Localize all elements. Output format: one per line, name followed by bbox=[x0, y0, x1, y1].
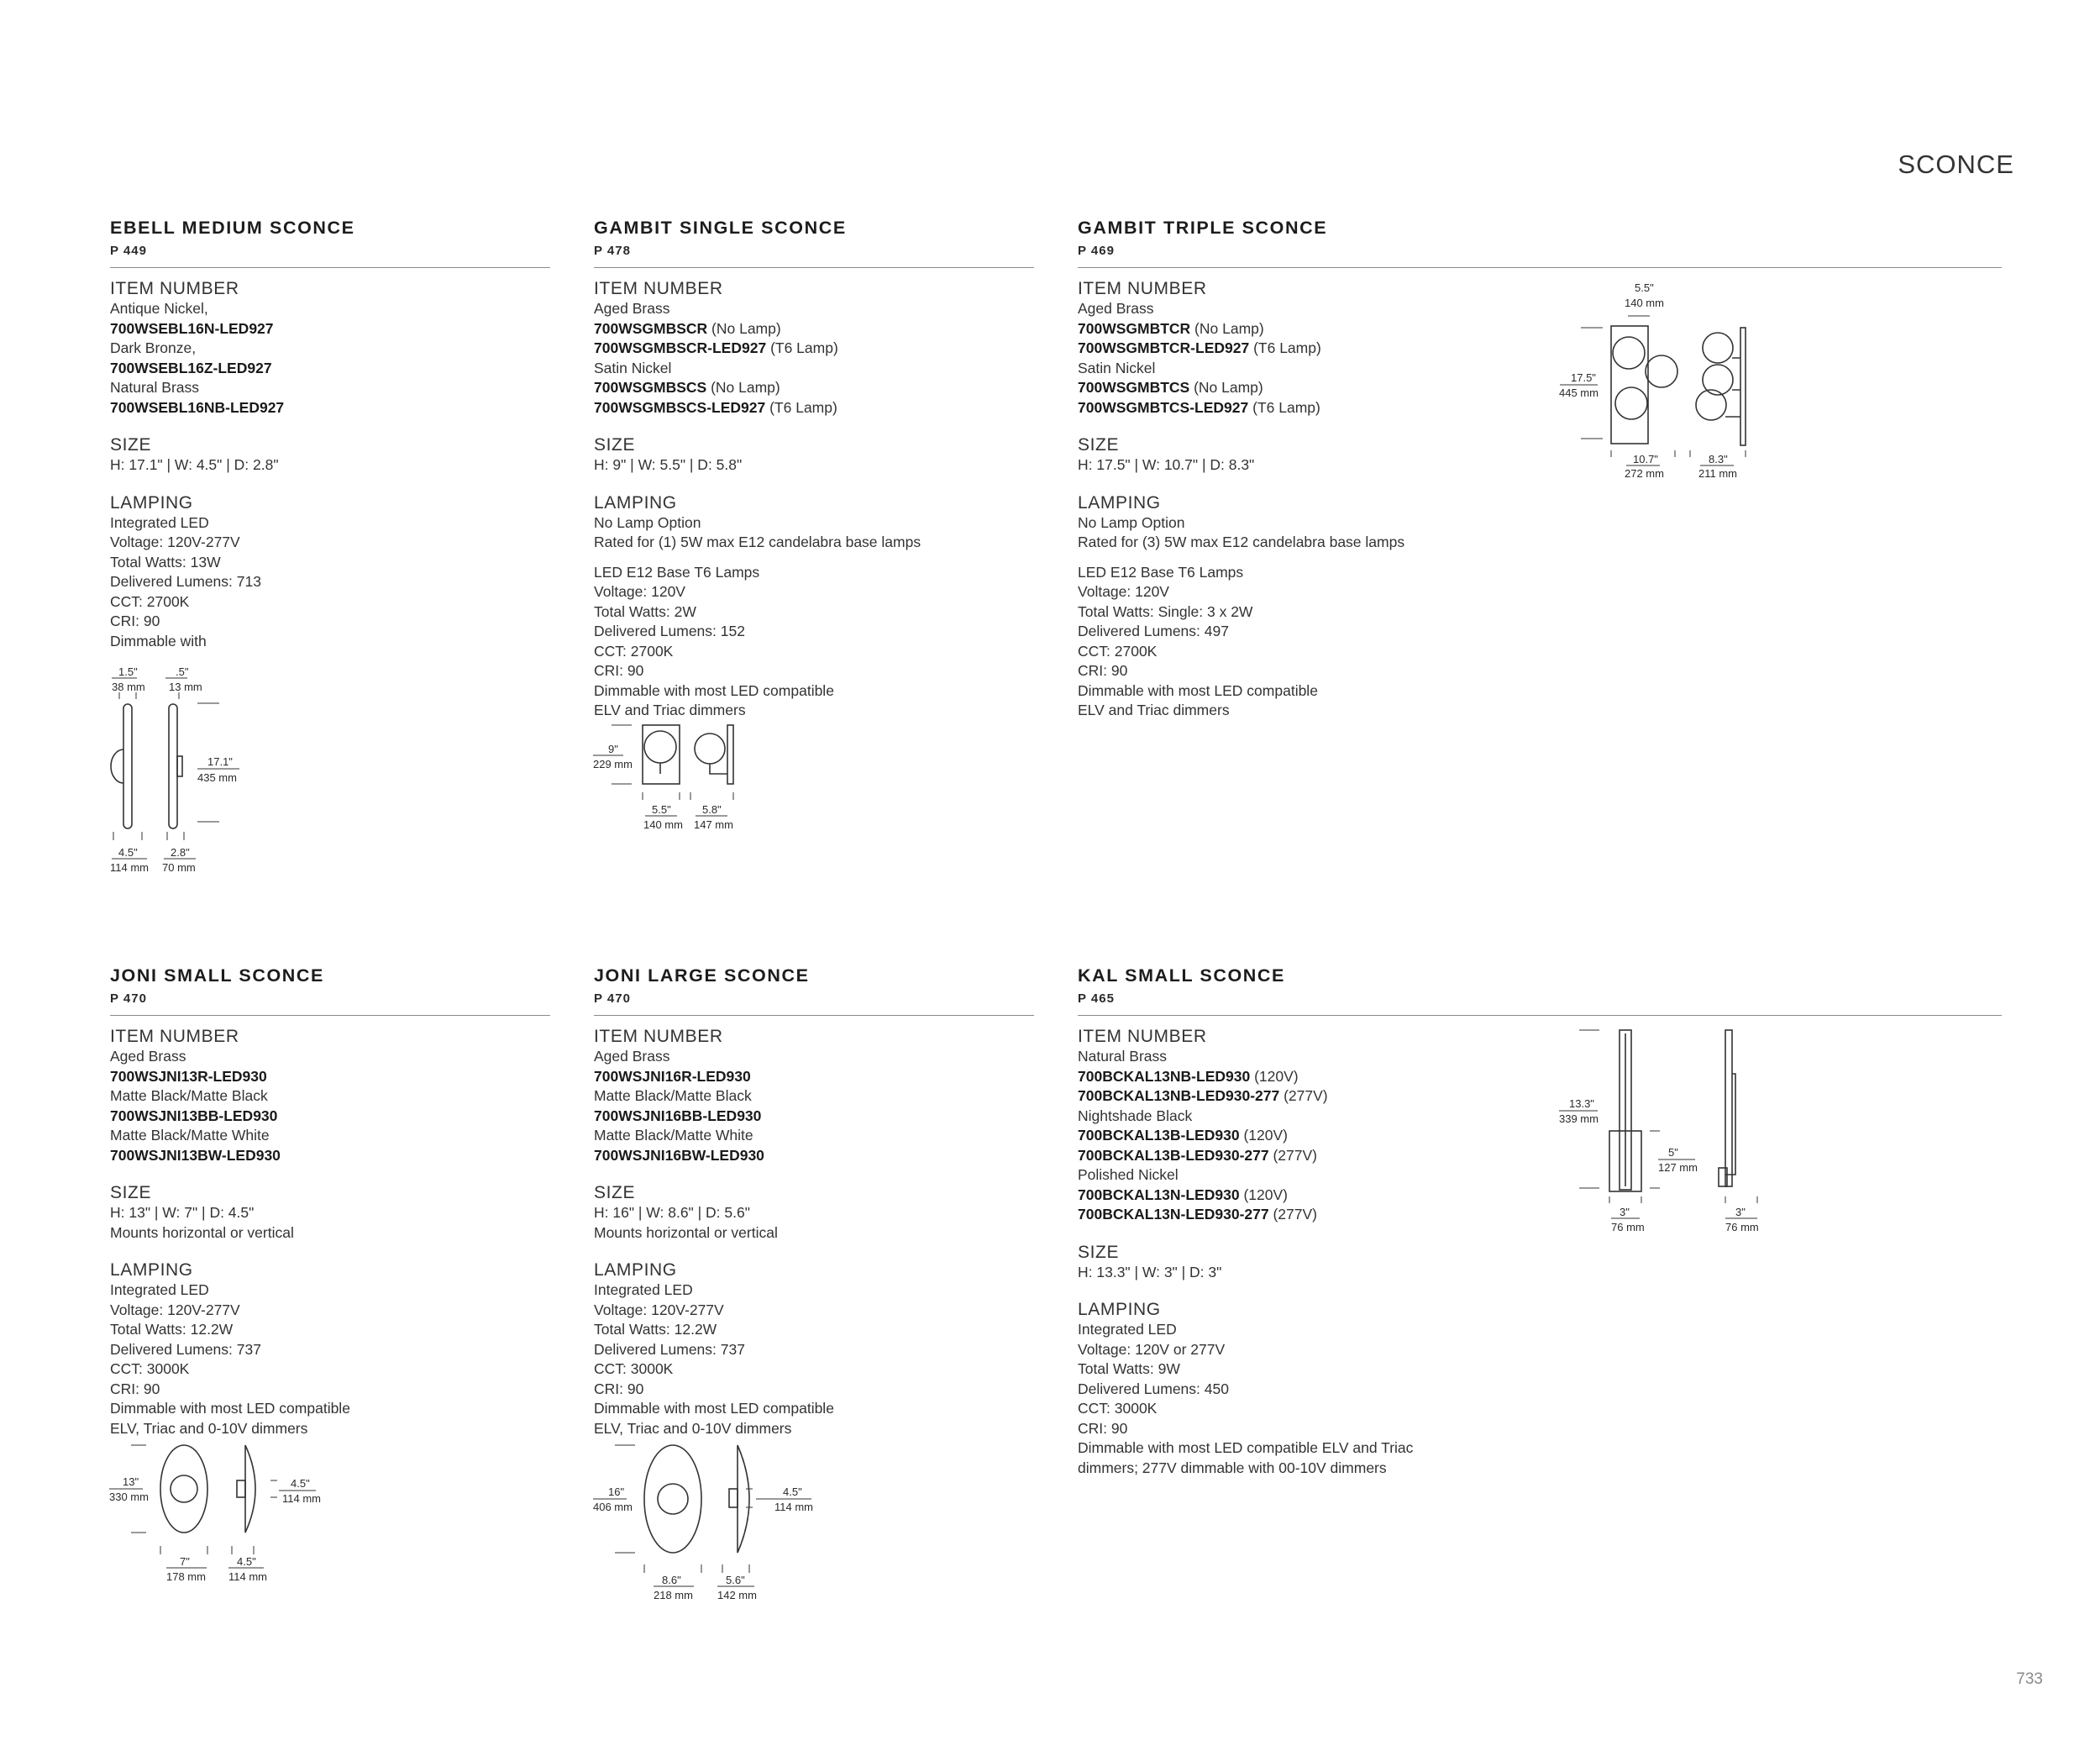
dim-height: 16" bbox=[608, 1485, 625, 1498]
dim-depth-1-mm: 13 mm bbox=[169, 681, 202, 693]
product-name: GAMBIT SINGLE SCONCE bbox=[594, 218, 847, 238]
lamping-line: Integrated LED bbox=[110, 1281, 209, 1298]
sku: 700WSGMBSCS bbox=[594, 379, 707, 396]
sku: 700WSGMBSCR bbox=[594, 319, 708, 337]
sku-note: (277V) bbox=[1268, 1206, 1317, 1223]
size-label: SIZE bbox=[110, 435, 152, 455]
dim-height-mm: 229 mm bbox=[593, 758, 633, 770]
dim-width-2: 3" bbox=[1735, 1206, 1746, 1218]
dim-depth: 8.3" bbox=[1709, 453, 1728, 465]
dim-depth: 5.8" bbox=[702, 803, 722, 816]
sku-note: (277V) bbox=[1268, 1146, 1317, 1164]
finish: Natural Brass bbox=[1078, 1048, 1168, 1065]
item-number-label: ITEM NUMBER bbox=[594, 279, 723, 298]
lamping-label: LAMPING bbox=[594, 492, 677, 513]
lamping-label: LAMPING bbox=[110, 1260, 193, 1280]
lamping-line: Total Watts: 13W bbox=[110, 553, 221, 571]
lamping-line: ELV and Triac dimmers bbox=[594, 702, 746, 718]
finish: Natural Brass bbox=[110, 379, 200, 396]
sku-note: (120V) bbox=[1239, 1186, 1288, 1203]
sku: 700WSJNI13BW-LED930 bbox=[110, 1146, 281, 1164]
ebell-dimension-drawing bbox=[105, 655, 256, 874]
dim-depth: 5" bbox=[1668, 1146, 1678, 1159]
finish: Nightshade Black bbox=[1078, 1107, 1193, 1124]
lamping-line: CCT: 2700K bbox=[1078, 642, 1158, 660]
lamping-label: LAMPING bbox=[1078, 1300, 1161, 1319]
lamping-line: Total Watts: 9W bbox=[1078, 1360, 1180, 1377]
sku-note: (T6 Lamp) bbox=[765, 398, 837, 416]
dim-width-mm: 272 mm bbox=[1625, 467, 1664, 479]
joni-large-dimension-drawing bbox=[590, 1437, 825, 1605]
lamping-line: Delivered Lumens: 737 bbox=[594, 1340, 745, 1358]
sku: 700WSGMBSCS-LED927 bbox=[594, 398, 766, 416]
dim-top-width: 5.5" bbox=[1635, 281, 1654, 294]
dim-depth: 2.8" bbox=[171, 846, 190, 859]
finish: Antique Nickel, bbox=[110, 300, 208, 317]
sku-note: (277V) bbox=[1279, 1087, 1328, 1104]
size-value: H: 13.3" | W: 3" | D: 3" bbox=[1078, 1263, 1222, 1280]
lamping-line: No Lamp Option bbox=[594, 513, 701, 531]
lamping-line: Delivered Lumens: 152 bbox=[594, 623, 745, 639]
lamping-line: Delivered Lumens: 713 bbox=[110, 573, 261, 590]
dim-depth-2-mm: 114 mm bbox=[282, 1492, 321, 1505]
size-label: SIZE bbox=[1078, 1242, 1120, 1262]
dim-depth-mm: 142 mm bbox=[717, 1589, 757, 1601]
kal-small-dimension-drawing bbox=[1556, 1023, 1774, 1242]
size-value: H: 13" | W: 7" | D: 4.5" bbox=[110, 1204, 255, 1221]
finish: Satin Nickel bbox=[594, 359, 672, 376]
sku: 700BCKAL13B-LED930-277 bbox=[1078, 1146, 1269, 1164]
sku: 700WSGMBTCS bbox=[1078, 379, 1190, 396]
lamping-label: LAMPING bbox=[594, 1260, 677, 1280]
lamping-line: Delivered Lumens: 737 bbox=[110, 1340, 261, 1358]
dim-width: 4.5" bbox=[118, 846, 138, 859]
size-value: H: 17.5" | W: 10.7" | D: 8.3" bbox=[1078, 456, 1255, 473]
dim-width-2-mm: 76 mm bbox=[1725, 1221, 1759, 1233]
page-ref: P 470 bbox=[110, 991, 147, 1006]
lamping-line: ELV, Triac and 0-10V dimmers bbox=[594, 1419, 792, 1437]
lamping-line: Dimmable with most LED compatible ELV and Triac bbox=[1078, 1439, 1414, 1456]
dim-depth-mm: 147 mm bbox=[694, 818, 733, 831]
dim-top-width-mm: 140 mm bbox=[1625, 297, 1664, 309]
lamping-line: Voltage: 120V-277V bbox=[110, 534, 240, 550]
sku: 700WSGMBTCR bbox=[1078, 319, 1191, 337]
finish: Polished Nickel bbox=[1078, 1166, 1179, 1183]
dim-depth-2: 4.5" bbox=[783, 1485, 802, 1498]
product-name: JONI LARGE SCONCE bbox=[594, 965, 810, 986]
sku: 700WSEBL16NB-LED927 bbox=[110, 398, 285, 416]
section-title: SCONCE bbox=[1898, 150, 2014, 179]
dim-depth-mm: 127 mm bbox=[1658, 1161, 1698, 1174]
dim-depth-mm: 114 mm bbox=[228, 1570, 267, 1583]
page-ref: P 470 bbox=[594, 991, 631, 1006]
dim-height: 17.5" bbox=[1571, 371, 1596, 384]
dim-height-mm: 435 mm bbox=[197, 771, 237, 784]
lamping-line: Voltage: 120V or 277V bbox=[1078, 1340, 1226, 1358]
finish: Satin Nickel bbox=[1078, 359, 1156, 376]
page-ref: P 469 bbox=[1078, 244, 1115, 258]
divider bbox=[110, 1015, 550, 1016]
lamping-line: CRI: 90 bbox=[110, 1380, 160, 1397]
sku-note: (120V) bbox=[1239, 1127, 1288, 1144]
lamping-line: Delivered Lumens: 497 bbox=[1078, 623, 1229, 639]
lamping-line: dimmers; 277V dimmable with 00-10V dimmers bbox=[1078, 1459, 1387, 1476]
lamping-line: Integrated LED bbox=[594, 1281, 693, 1298]
lamping-line: Integrated LED bbox=[1078, 1321, 1177, 1338]
dim-width: 8.6" bbox=[662, 1574, 681, 1586]
dim-width-mm: 140 mm bbox=[643, 818, 683, 831]
product-kal-small-sconce bbox=[1078, 965, 2002, 1478]
dim-height-mm: 339 mm bbox=[1559, 1112, 1599, 1125]
product-joni-small-sconce bbox=[110, 965, 550, 1438]
divider bbox=[594, 1015, 1034, 1016]
dim-width-1: 1.5" bbox=[118, 665, 138, 678]
joni-small-dimension-drawing bbox=[106, 1437, 333, 1588]
sku-note: (No Lamp) bbox=[706, 379, 780, 396]
lamping-line: Voltage: 120V-277V bbox=[110, 1301, 240, 1318]
size-value: H: 17.1" | W: 4.5" | D: 2.8" bbox=[110, 456, 279, 473]
dim-depth-2-mm: 114 mm bbox=[774, 1501, 813, 1513]
sku: 700BCKAL13N-LED930-277 bbox=[1078, 1206, 1269, 1223]
finish: Aged Brass bbox=[1078, 300, 1154, 317]
divider bbox=[1078, 267, 2002, 268]
lamping-line: CCT: 2700K bbox=[594, 642, 674, 660]
dim-width: 10.7" bbox=[1633, 453, 1658, 465]
finish: Dark Bronze, bbox=[110, 339, 197, 356]
dim-height: 13" bbox=[123, 1475, 139, 1488]
lamping-line: CCT: 3000K bbox=[594, 1360, 674, 1377]
lamping-line: CCT: 3000K bbox=[110, 1360, 190, 1377]
lamping-line: CRI: 90 bbox=[594, 1380, 644, 1397]
product-gambit-triple-sconce bbox=[1078, 217, 2002, 721]
finish: Matte Black/Matte White bbox=[594, 1127, 753, 1144]
size-label: SIZE bbox=[594, 435, 636, 455]
sku: 700WSGMBSCR-LED927 bbox=[594, 339, 767, 356]
dim-depth-mm: 70 mm bbox=[162, 861, 196, 874]
sku-note: (T6 Lamp) bbox=[1248, 398, 1320, 416]
lamping-line: No Lamp Option bbox=[1078, 513, 1185, 531]
item-number-label: ITEM NUMBER bbox=[110, 279, 239, 298]
sku: 700BCKAL13N-LED930 bbox=[1078, 1186, 1240, 1203]
sku: 700WSJNI13R-LED930 bbox=[110, 1067, 267, 1085]
sku: 700WSGMBTCS-LED927 bbox=[1078, 398, 1249, 416]
finish: Matte Black/Matte White bbox=[110, 1127, 270, 1144]
dim-width-mm: 76 mm bbox=[1611, 1221, 1645, 1233]
dim-height-mm: 445 mm bbox=[1559, 386, 1599, 399]
lamping-line: Voltage: 120V bbox=[1078, 583, 1169, 600]
lamping-line: Dimmable with most LED compatible bbox=[594, 1400, 834, 1417]
dim-width-mm: 114 mm bbox=[110, 861, 149, 874]
product-name: JONI SMALL SCONCE bbox=[110, 965, 324, 986]
lamping-line: ELV and Triac dimmers bbox=[1078, 702, 1230, 718]
product-name: GAMBIT TRIPLE SCONCE bbox=[1078, 218, 1328, 238]
sku-note: (T6 Lamp) bbox=[766, 339, 838, 356]
gambit-triple-dimension-drawing bbox=[1556, 277, 1757, 479]
lamping-line: CCT: 2700K bbox=[110, 592, 190, 610]
product-joni-large-sconce bbox=[594, 965, 1034, 1438]
lamping-line: LED E12 Base T6 Lamps bbox=[594, 563, 760, 581]
lamping-line: Dimmable with bbox=[110, 632, 207, 649]
divider bbox=[594, 267, 1034, 268]
dim-width: 5.5" bbox=[652, 803, 671, 816]
finish: Aged Brass bbox=[594, 1048, 670, 1065]
dim-width-mm: 218 mm bbox=[654, 1589, 693, 1601]
sku: 700WSJNI16R-LED930 bbox=[594, 1067, 751, 1085]
lamping-line: CRI: 90 bbox=[1078, 662, 1128, 679]
lamping-line: Dimmable with most LED compatible bbox=[110, 1400, 350, 1417]
sku: 700BCKAL13B-LED930 bbox=[1078, 1127, 1240, 1144]
page-number: 733 bbox=[2016, 1670, 2043, 1688]
lamping-line: Total Watts: 12.2W bbox=[110, 1321, 234, 1338]
lamping-label: LAMPING bbox=[1078, 492, 1161, 513]
page-ref: P 449 bbox=[110, 244, 147, 258]
lamping-line: Dimmable with most LED compatible bbox=[1078, 681, 1318, 699]
size-label: SIZE bbox=[594, 1183, 636, 1202]
dim-height-mm: 330 mm bbox=[109, 1491, 149, 1503]
dim-depth-2: 4.5" bbox=[291, 1477, 310, 1490]
dim-width-mm: 178 mm bbox=[166, 1570, 206, 1583]
lamping-line: Rated for (3) 5W max E12 candelabra base lamps bbox=[1078, 534, 1405, 550]
lamping-line: Voltage: 120V bbox=[594, 583, 685, 600]
dim-width: 7" bbox=[180, 1555, 190, 1568]
product-gambit-single-sconce bbox=[594, 217, 1034, 721]
divider bbox=[110, 267, 550, 268]
lamping-line: Dimmable with most LED compatible bbox=[594, 681, 834, 699]
lamping-line: CRI: 90 bbox=[110, 613, 160, 629]
sku: 700WSJNI16BW-LED930 bbox=[594, 1146, 764, 1164]
lamping-line: CCT: 3000K bbox=[1078, 1400, 1158, 1417]
dim-height: 17.1" bbox=[207, 755, 233, 768]
lamping-line: Integrated LED bbox=[110, 513, 209, 531]
size-label: SIZE bbox=[110, 1183, 152, 1202]
sku-note: (T6 Lamp) bbox=[1249, 339, 1321, 356]
dim-depth: 4.5" bbox=[237, 1555, 256, 1568]
dim-height: 13.3" bbox=[1569, 1097, 1594, 1110]
size-label: SIZE bbox=[1078, 435, 1120, 455]
sku: 700WSGMBTCR-LED927 bbox=[1078, 339, 1250, 356]
dim-depth: 5.6" bbox=[726, 1574, 745, 1586]
finish: Matte Black/Matte Black bbox=[594, 1087, 752, 1104]
lamping-line: Rated for (1) 5W max E12 candelabra base lamps bbox=[594, 534, 921, 550]
product-name: KAL SMALL SCONCE bbox=[1078, 965, 1285, 986]
lamping-line: LED E12 Base T6 Lamps bbox=[1078, 563, 1244, 581]
sku: 700WSEBL16Z-LED927 bbox=[110, 359, 272, 376]
dim-depth-1: .5" bbox=[176, 665, 189, 678]
dim-depth-mm: 211 mm bbox=[1698, 467, 1737, 479]
page-ref: P 465 bbox=[1078, 991, 1115, 1006]
lamping-line: ELV, Triac and 0-10V dimmers bbox=[110, 1419, 308, 1437]
page-ref: P 478 bbox=[594, 244, 631, 258]
sku-note: (No Lamp) bbox=[707, 319, 781, 337]
lamping-line: Voltage: 120V-277V bbox=[594, 1301, 724, 1318]
lamping-line: Delivered Lumens: 450 bbox=[1078, 1380, 1229, 1397]
sku: 700WSJNI13BB-LED930 bbox=[110, 1107, 278, 1124]
item-number-label: ITEM NUMBER bbox=[594, 1027, 723, 1046]
sku-note: (120V) bbox=[1250, 1067, 1299, 1085]
dim-height: 9" bbox=[608, 743, 618, 755]
lamping-line: CRI: 90 bbox=[1078, 1419, 1128, 1437]
size-value: Mounts horizontal or vertical bbox=[110, 1223, 294, 1241]
gambit-single-dimension-drawing bbox=[590, 718, 749, 836]
item-number-label: ITEM NUMBER bbox=[1078, 279, 1207, 298]
finish: Aged Brass bbox=[110, 1048, 186, 1065]
sku: 700BCKAL13NB-LED930-277 bbox=[1078, 1087, 1280, 1104]
sku: 700WSJNI16BB-LED930 bbox=[594, 1107, 762, 1124]
dim-width-1-mm: 38 mm bbox=[112, 681, 145, 693]
lamping-line: Total Watts: Single: 3 x 2W bbox=[1078, 602, 1253, 620]
sku-note: (No Lamp) bbox=[1190, 319, 1264, 337]
sku: 700WSEBL16N-LED927 bbox=[110, 319, 274, 337]
size-value: H: 16" | W: 8.6" | D: 5.6" bbox=[594, 1204, 750, 1221]
sku-note: (No Lamp) bbox=[1189, 379, 1263, 396]
lamping-label: LAMPING bbox=[110, 492, 193, 513]
product-ebell-medium-sconce bbox=[110, 217, 550, 651]
sku: 700BCKAL13NB-LED930 bbox=[1078, 1067, 1251, 1085]
lamping-line: Total Watts: 2W bbox=[594, 602, 696, 620]
item-number-label: ITEM NUMBER bbox=[110, 1027, 239, 1046]
lamping-line: Total Watts: 12.2W bbox=[594, 1321, 717, 1338]
size-value: H: 9" | W: 5.5" | D: 5.8" bbox=[594, 456, 743, 473]
divider bbox=[1078, 1015, 2002, 1016]
dim-height-mm: 406 mm bbox=[593, 1501, 633, 1513]
size-value: Mounts horizontal or vertical bbox=[594, 1223, 778, 1241]
product-name: EBELL MEDIUM SCONCE bbox=[110, 218, 355, 238]
lamping-line: CRI: 90 bbox=[594, 662, 644, 679]
dim-width: 3" bbox=[1620, 1206, 1630, 1218]
finish: Matte Black/Matte Black bbox=[110, 1087, 268, 1104]
finish: Aged Brass bbox=[594, 300, 670, 317]
item-number-label: ITEM NUMBER bbox=[1078, 1027, 1207, 1046]
